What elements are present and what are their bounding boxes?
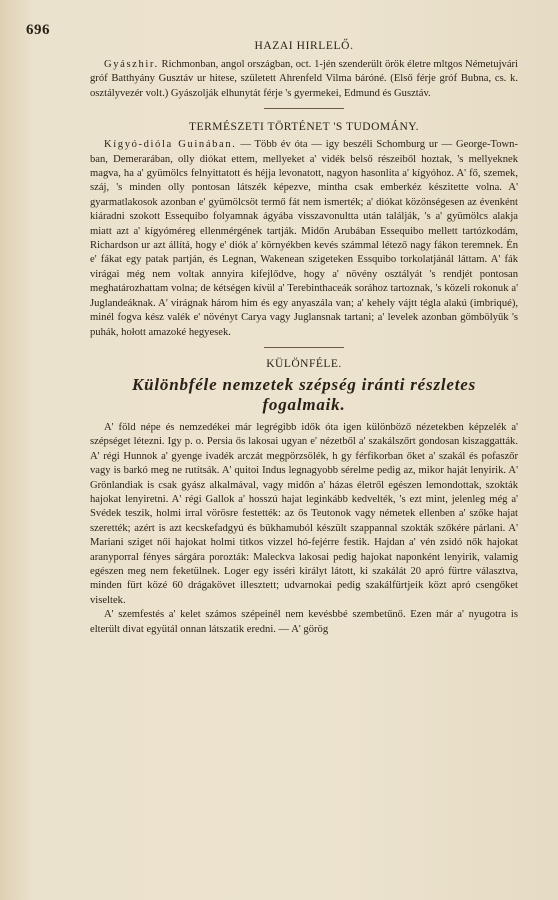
hazai-text: Richmonban, angol országban, oct. 1-jén szenderült örök életre mltgos Németujvári gróf Batthyány Gusztáv ur hitese, született Ahrenfeld Vilma báróné. (Első férje gróf Bubna, cs. k. osztályvezér volt.) Gyászolják elhunytát férje 's gyermekei, Edmund és Gusztáv. [90, 59, 518, 99]
termeszeti-paragraph [90, 138, 518, 340]
hazai-lead: Gyászhir. [104, 59, 159, 70]
hazai-paragraph [90, 58, 518, 101]
termeszeti-text: — Több év óta — igy beszéli Schomburg ur — George-Town-ban, Demerarában, olly diókat ettem, mellyeket a' vidék belső részeiből hoztak, 's mellyeknek magva, ha a' gyümölcs felnyittatott és héjja levonatott, nagyon hasonlita a' kígyóhoz. A' fő, szemek, száj, 's minden olly pontosan látszék képezve, mintha csak emberkéz készitette volna. A' gyarmatlakosok azonban e' gyümölcsöt termő fát nem ismerték; a' diókat közönségesen az évenként kiáradni szokott Essequibo folyamnak ágyába visszavonultta után találják, 's a' gyümölcs alakja miatt azt a' kígyóméreg ellenmérgének tartják. Midőn Arubában Essequibo mellett tartózkodám, Richardson ur azt állítá, hogy e' diók a' környékben kevés számmal létező nagy fákon teremnek. Én e' fákat egy patak partján, és Legnan, Wakenean szigeteken Essquibo torkolatjánál láttam. A' fák virágai még nem voltak annyira kifejlődve, hogy a' növény osztályát 's rendjét pontosan meghatározhattam volna; de kétségen kívül a' Terebinthaceák sorához tartoznak, 's közeli rokonuk a' Juglandeáknak. A' virágnak három him és egy anyaszála van; a' kehely vájtt tégla alakú (imbriqué), minél fogva kész valék e' növényt Carya vagy Juglansnak tartani; a' levelek azonban gömbölyűk 's puhák, hołott amazoké hegyesek. [90, 139, 518, 338]
divider [264, 347, 344, 348]
page-number: 696 [26, 22, 50, 38]
termeszeti-lead: Kígyó-dióla Guinában. [104, 139, 237, 151]
section-heading-kulonfele: KÜLÖNFÉLE. [266, 357, 342, 370]
section-heading-termeszeti: TERMÉSZETI TÖRTÉNET 'S TUDOMÁNY. [189, 121, 419, 134]
article-title: Különbféle nemzetek szépség iránti részletes fogalmaik. [131, 374, 477, 414]
text-column [90, 40, 518, 637]
kulonfele-paragraph-2: A' szemfestés a' kelet számos szépeinél nem kevésbbé szembetűnő. Ezen már a' nyugotra is elterült divat együtál onnan látszatik eredni. — A' görög [90, 609, 518, 635]
kulonfele-paragraph-1: A' föld népe és nemzedékei már legrégibb idők óta igen különböző nézetekben képzelék a' szépséget létezni. Igy p. o. Persia ős lakosai ugyan e' nézetből a' szakálszőrt gondosan kiszaggatták. A' régi Hunnok a' gyenge ivadék arczát megpörzsölék, h gy férfikorban őket a' szakál és pofaszőr vagy is barkó meg ne rutítsák. A' quitoi Indus legnagyobb sérelme pedig az, mikor haját lenyirik. A' Grönlandiak is csak gyász alkalmával, vagy midőn a' házas életről egészen lemondottak, szokták hajokat lenyiretni. A' régi Gallok a' hosszú hajat leginkább kedvelték, 's ezt mint, jelenleg még a' Svédek teszik, holmi irral vörösre festették: az ős Teutonok vagy németek ellenben a' szőke hajat szerették; azért is azt kecskefadgyú és bükhamuból készült szappannal szokták szőkére párlani. A' Mariani sziget női hajokat holmi titkos vizzel hó-fejérre festik. Hajdan a' vén zsidó nők hajokat aranyporral fényes sárgára porozták: Maleckva lakosai pedig hajokat naponként lenyirik, valamig egészen meg nem feketülnek. Loger egy isséri királyt látott, ki szakálát 20 apró fürtre választva, minden fürt közé 60 drágakövet illesztett; udvarnokai pedig szakálfürtjeik közt apró csengőket viseltek. [90, 421, 518, 606]
section-heading-hazai: HAZAI HIRLELŐ. [254, 40, 354, 52]
divider [264, 108, 344, 109]
